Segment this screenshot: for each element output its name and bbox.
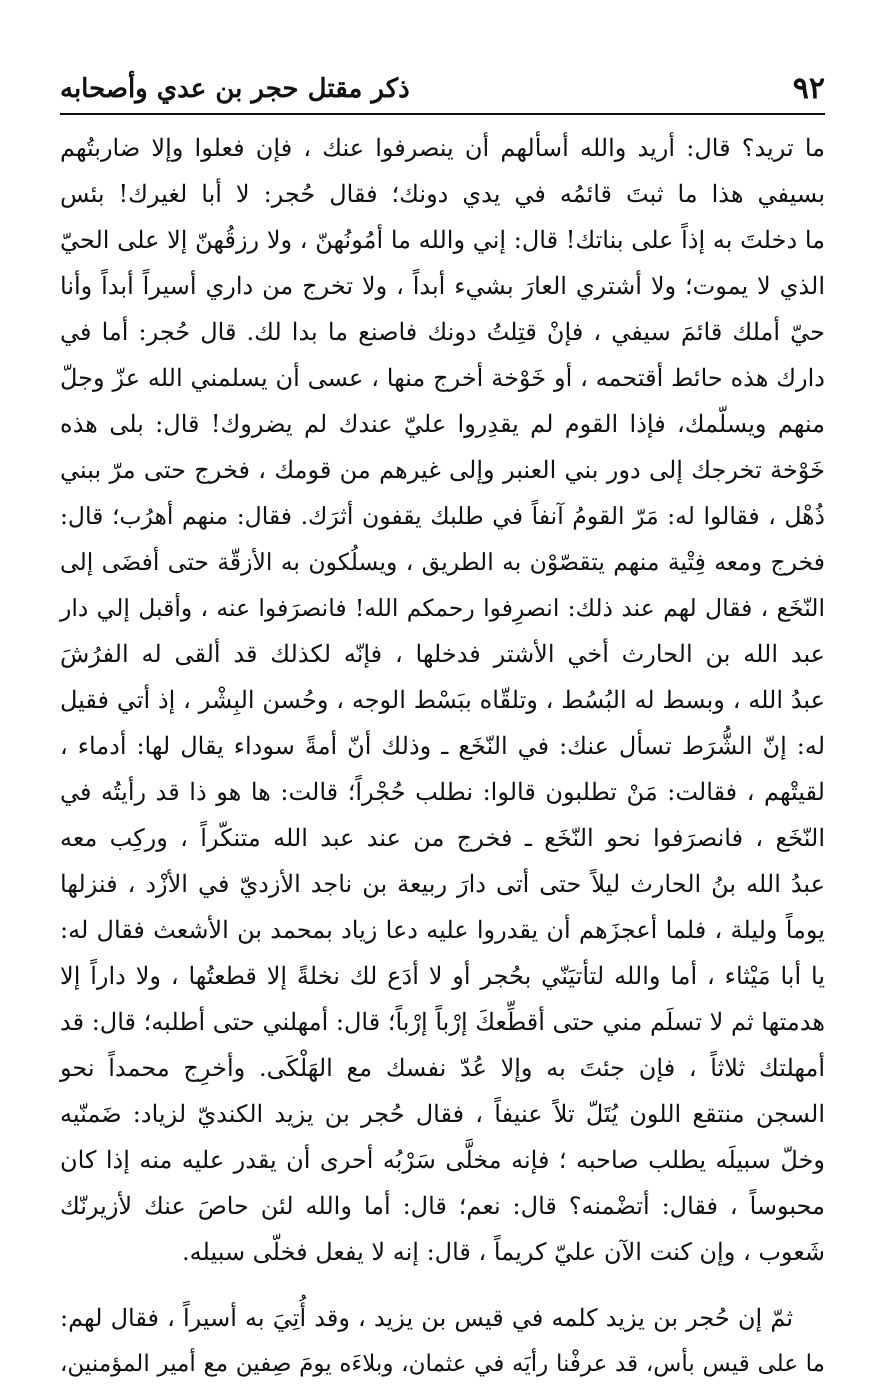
text-line: منهم ويسلّمك، فإذا القوم لم يقدِروا عليّ عندك لم يضروك! قال: بلى هذه [60,410,825,438]
page-number: ٩٢ [792,71,825,106]
text-line: ذُهْل ، فقالوا له: مَرّ القومُ آنفاً في طلبك يقفون أثرَك. فقال: منهم أهرُب؛ قال: [60,502,825,530]
text-line: بسيفي هذا ما ثبتَ قائمُه في يدي دونك؛ فقال حُجر: لا أبا لغيرك! بئس [60,180,825,208]
text-line: لقيتْهم ، فقالت: مَنْ تطلبون قالوا: نطلب حُجْراً؛ قالت: ها هو ذا قد رأيتُه في [60,778,825,806]
text-line: عبدُ الله ، وبسط له البُسُط ، وتلقّاه ببَسْط الوجه ، وحُسن البِشْر ، إذ أتي فقيل [60,686,825,714]
text-line: السجن منتقع اللون يُتَلّ تلاً عنيفاً ، فقال حُجر بن يزيد الكنديّ لزياد: ضَمنّيه [60,1100,825,1128]
text-line: الذي لا يموت؛ ولا أشتري العارَ بشيء أبداً ، ولا تخرج من داري أسيراً أبداً وأنا [60,272,825,300]
text-line: ما دخلتَ به إذاً على بناتك! قال: إني والله ما أمُونُهنّ ، ولا رزقُهنّ إلا على الحيّ [60,226,825,254]
text-line: محبوساً ، فقال: أتضْمنه؟ قال: نعم؛ قال: أما والله لئن حاصَ عنك لأزيرنّك [60,1192,825,1220]
text-line: عبدُ الله بنُ الحارث ليلاً حتى أتى دارَ ربيعة بن ناجد الأزديّ في الأزْد ، فنزلها [60,870,825,898]
text-line: يوماً وليلة ، فلما أعجزَهم أن يقدروا عليه دعا زياد بمحمد بن الأشعث فقال له: [60,916,825,944]
text-line: أمهلتك ثلاثاً ، فإن جئتَ به وإلا عُدّ نفسك مع الهَلْكَى. وأخرِج محمداً نحو [60,1054,825,1082]
text-line: حيّ أملك قائمَ سيفي ، فإنْ قتِلتُ دونك فاصنع ما بدا لك. قال حُجر: أما في [60,318,825,346]
text-line: ما على قيس بأس، قد عرفْنا رأيَه في عثمان، وبلاءَه يومَ صِفين مع أمير المؤمنين، [60,1351,825,1377]
text-line: دارك هذه حائط أقتحمه ، أو خَوْخة أخرج منها ، عسى أن يسلمني الله عزّ وجلّ [60,364,825,392]
text-line: النّخَع ، فقال لهم عند ذلك: انصرِفوا رحمكم الله! فانصرَفوا عنه ، وأقبل إلي دار [60,594,825,622]
text-line: فخرج ومعه فِتْية منهم يتقصّوْن به الطريق ، ويسلُكون به الأزقّة حتى أفضَى إلى [60,548,825,576]
page-header [60,72,825,112]
header-divider [60,113,825,115]
text-line: خَوْخة تخرجك إلى دور بني العنبر وإلى غيرهم من قومك ، فخرج حتى مرّ ببني [60,456,825,484]
text-line: النّخَع ، فانصرَفوا نحو النّخَع ـ فخرج من عند عبد الله متنكّراً ، وركِب معه [60,824,825,852]
text-line: شَعوب ، وإن كنت الآن عليّ كريماً ، قال: إنه لا يفعل فخلّى سبيله. [182,1238,825,1266]
text-line: له: إنّ الشُّرَط تسأل عنك: في النّخَع ـ وذلك أنّ أمةً سوداء يقال لها: أدماء ، [60,732,825,760]
text-line: ما تريد؟ قال: أريد والله أسألهم أن ينصرفوا عنك ، فإن فعلوا وإلا ضاربتُهم [60,134,825,162]
text-line: يا أبا مَيْثاء ، أما والله لتأتيَنّي بحُجر أو لا أدَع لك نخلةً إلا قطعتُها ، ولا داراً إلا [60,962,825,990]
text-line: عبد الله بن الحارث أخي الأشتر فدخلها ، فإنّه لكذلك قد ألقى له الفرُشَ [60,640,826,668]
running-title: ذكر مقتل حجر بن عدي وأصحابه [60,74,410,104]
text-line: هدمتها ثم لا تسلَم مني حتى أقطِّعكَ إرْباً إرْباً؛ قال: أمهلني حتى أطلبه؛ قال: قد [60,1008,825,1036]
text-line: ثمّ إن حُجر بن يزيد كلمه في قيس بن يزيد ، وقد أُتِيَ به أسيراً ، فقال لهم: [60,1304,793,1332]
text-line: وخلّ سبيلَه يطلب صاحبه ؛ فإنه مخلَّى سَرْبُه أحرى أن يقدر عليه منه إذا كان [60,1146,825,1174]
